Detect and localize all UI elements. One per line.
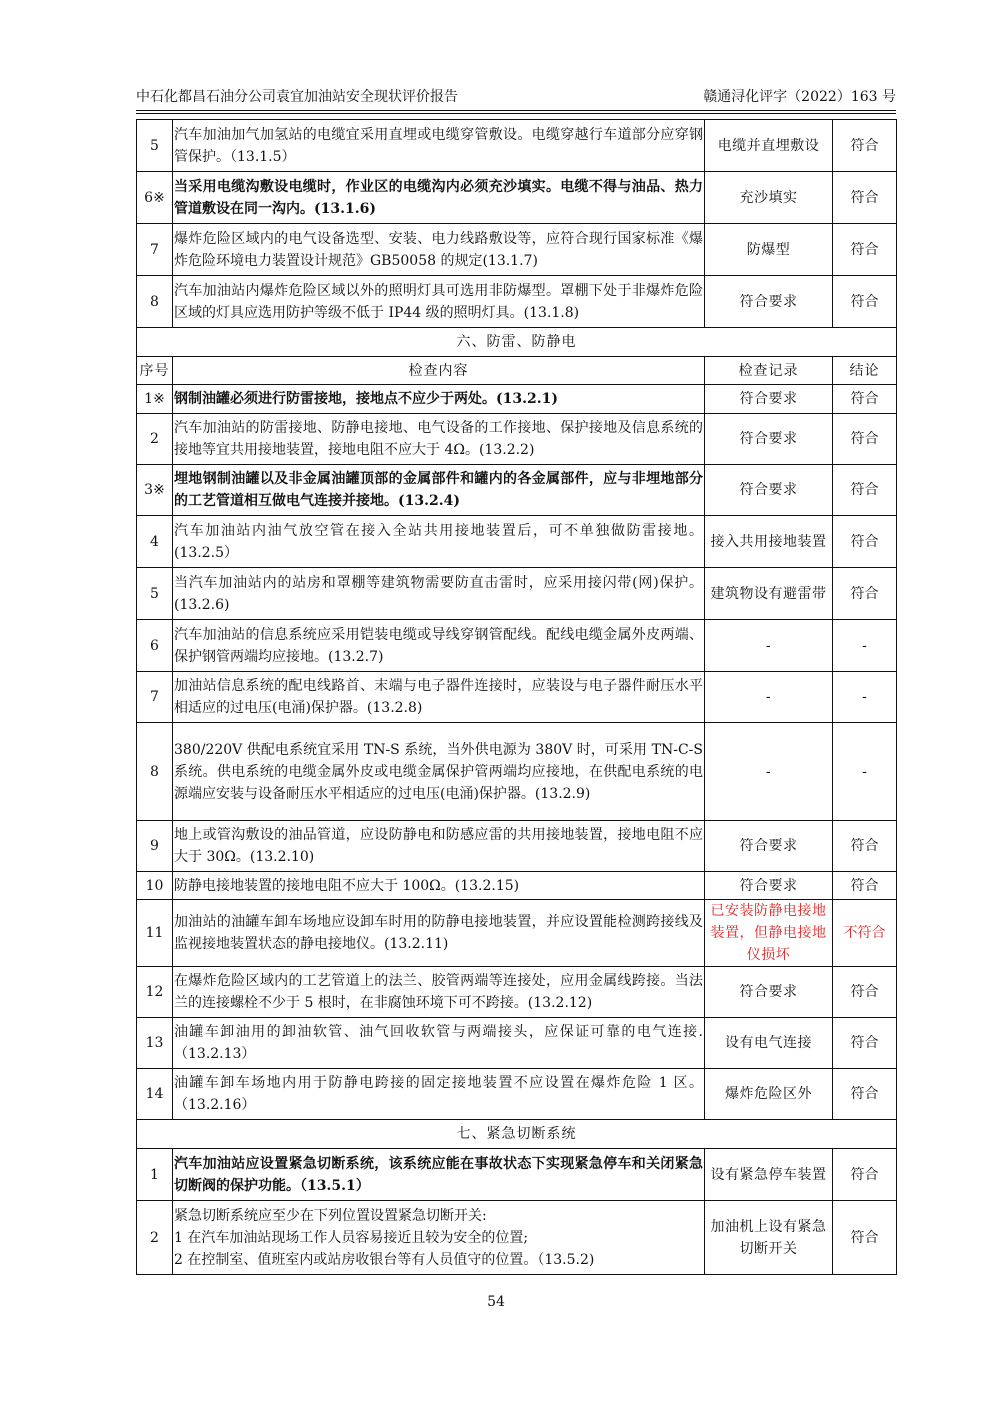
check-content: 汽车加油站的信息系统应采用铠装电缆或导线穿钢管配线。配线电缆金属外皮两端、保护钢管两端均应接地。(13.2.7) [173,620,705,672]
row-number: 9 [137,821,173,872]
check-content: 油罐车卸油用的卸油软管、油气回收软管与两端接头，应保证可靠的电气连接.（13.2.13） [173,1018,705,1069]
row-number: 1※ [137,385,173,414]
check-content: 汽车加油站应设置紧急切断系统，该系统应能在事故状态下实现紧急停车和关闭紧急切断阀的保护功能。（13.5.1） [173,1149,705,1201]
page-number: 54 [487,1294,505,1310]
table-row [137,516,897,568]
check-result: 符合 [833,1018,897,1069]
table-row [137,723,897,821]
check-record: 设有电气连接 [705,1018,833,1069]
check-result: 符合 [833,1149,897,1201]
check-record: 符合要求 [705,414,833,465]
table-row [137,672,897,723]
inspection-table [136,119,897,1275]
table-row [137,1018,897,1069]
check-record: 符合要求 [705,385,833,414]
check-result: - [833,723,897,821]
row-number: 13 [137,1018,173,1069]
section-title: 七、紧急切断系统 [137,1120,897,1149]
row-number: 7 [137,224,173,276]
check-result: 符合 [833,172,897,224]
check-result: 符合 [833,568,897,620]
column-header-row [137,357,897,385]
column-header-content: 检查内容 [173,357,705,385]
table-row [137,1069,897,1120]
check-content: 在爆炸危险区域内的工艺管道上的法兰、胶管两端等连接处，应用金属线跨接。当法兰的连接螺栓不少于 5 根时，在非腐蚀环境下可不跨接。(13.2.12) [173,967,705,1018]
row-number: 3※ [137,465,173,516]
row-number: 6※ [137,172,173,224]
row-number: 11 [137,900,173,967]
check-content: 防静电接地装置的接地电阻不应大于 100Ω。(13.2.15) [173,872,705,900]
check-content: 汽车加油站内爆炸危险区域以外的照明灯具可选用非防爆型。罩棚下处于非爆炸危险区域的灯具应选用防护等级不低于 IP44 级的照明灯具。(13.1.8) [173,276,705,328]
table-row [137,1201,897,1275]
check-content: 380/220V 供配电系统宜采用 TN-S 系统，当外供电源为 380V 时，可采用 TN-C-S 系统。供电系统的电缆金属外皮或电缆金属保护管两端均应接地，在供配电系统的电源端应安装与设备耐压水平相适应的过电压(电涌)保护器。(13.2.9) [173,723,705,821]
table-row [137,172,897,224]
table-row [137,465,897,516]
row-number: 12 [137,967,173,1018]
check-record: 爆炸危险区外 [705,1069,833,1120]
check-record: 已安装防静电接地装置，但静电接地仪损坏 [705,900,833,967]
check-content: 加油站信息系统的配电线路首、末端与电子器件连接时，应装设与电子器件耐压水平相适应的过电压(电涌)保护器。(13.2.8) [173,672,705,723]
column-header-no: 序号 [137,357,173,385]
check-result: 符合 [833,120,897,172]
check-content: 汽车加油站的防雷接地、防静电接地、电气设备的工作接地、保护接地及信息系统的接地等宜共用接地装置，接地电阻不应大于 4Ω。(13.2.2) [173,414,705,465]
table-row [137,276,897,328]
check-result: 符合 [833,276,897,328]
check-result: 符合 [833,465,897,516]
check-result: 符合 [833,821,897,872]
row-number: 2 [137,414,173,465]
check-content: 爆炸危险区域内的电气设备选型、安装、电力线路敷设等，应符合现行国家标准《爆炸危险环境电力装置设计规范》GB50058 的规定(13.1.7) [173,224,705,276]
check-result: 符合 [833,224,897,276]
report-number: 赣通浔化评字（2022）163 号 [703,89,896,105]
row-number: 8 [137,723,173,821]
table-row [137,385,897,414]
check-record: 接入共用接地装置 [705,516,833,568]
table-row [137,224,897,276]
table-row [137,414,897,465]
row-number: 2 [137,1201,173,1275]
column-header-record: 检查记录 [705,357,833,385]
check-result: 不符合 [833,900,897,967]
table-row [137,1149,897,1201]
check-result: 符合 [833,516,897,568]
check-record: 符合要求 [705,872,833,900]
row-number: 6 [137,620,173,672]
table-row [137,821,897,872]
row-number: 14 [137,1069,173,1120]
check-content: 紧急切断系统应至少在下列位置设置紧急切断开关: 1 在汽车加油站现场工作人员容易接近且较为安全的位置; 2 在控制室、值班室内或站房收银台等有人员值守的位置。（13.5.2) [173,1201,705,1275]
row-number: 7 [137,672,173,723]
row-number: 5 [137,568,173,620]
check-content: 当采用电缆沟敷设电缆时，作业区的电缆沟内必须充沙填实。电缆不得与油品、热力管道敷设在同一沟内。(13.1.6) [173,172,705,224]
check-content: 汽车加油加气加氢站的电缆宜采用直埋或电缆穿管敷设。电缆穿越行车道部分应穿钢管保护。（13.1.5） [173,120,705,172]
check-content: 钢制油罐必须进行防雷接地，接地点不应少于两处。(13.2.1) [173,385,705,414]
table-row [137,872,897,900]
check-record: 加油机上设有紧急切断开关 [705,1201,833,1275]
table-row [137,620,897,672]
table-row [137,900,897,967]
check-content: 地上或管沟敷设的油品管道，应设防静电和防感应雷的共用接地装置，接地电阻不应大于 30Ω。(13.2.10) [173,821,705,872]
check-record: 设有紧急停车装置 [705,1149,833,1201]
check-content: 油罐车卸车场地内用于防静电跨接的固定接地装置不应设置在爆炸危险 1 区。（13.2.16） [173,1069,705,1120]
header-rule-double [136,113,896,114]
check-result: - [833,672,897,723]
row-number: 1 [137,1149,173,1201]
section-title: 六、防雷、防静电 [137,328,897,357]
page-header [136,86,896,108]
section-header-row [137,328,897,357]
row-number: 4 [137,516,173,568]
report-title: 中石化都昌石油分公司袁宜加油站安全现状评价报告 [136,89,458,105]
check-record: 符合要求 [705,465,833,516]
check-result: 符合 [833,1069,897,1120]
check-result: - [833,620,897,672]
row-number: 8 [137,276,173,328]
check-result: 符合 [833,1201,897,1275]
check-record: 建筑物设有避雷带 [705,568,833,620]
check-record: 电缆并直埋敷设 [705,120,833,172]
check-record: 防爆型 [705,224,833,276]
check-record: 符合要求 [705,821,833,872]
check-content: 埋地钢制油罐以及非金属油罐顶部的金属部件和罐内的各金属部件，应与非埋地部分的工艺管道相互做电气连接并接地。(13.2.4) [173,465,705,516]
check-record: - [705,620,833,672]
check-content: 汽车加油站内油气放空管在接入全站共用接地装置后，可不单独做防雷接地。(13.2.5） [173,516,705,568]
check-result: 符合 [833,872,897,900]
check-content: 加油站的油罐车卸车场地应设卸车时用的防静电接地装置，并应设置能检测跨接线及监视接地装置状态的静电接地仪。(13.2.11) [173,900,705,967]
section-header-row [137,1120,897,1149]
check-content: 当汽车加油站内的站房和罩棚等建筑物需要防直击雷时，应采用接闪带(网)保护。(13.2.6) [173,568,705,620]
table-row [137,967,897,1018]
header-rule [136,110,896,111]
check-record: 符合要求 [705,967,833,1018]
check-result: 符合 [833,385,897,414]
check-record: - [705,672,833,723]
check-result: 符合 [833,967,897,1018]
check-result: 符合 [833,414,897,465]
check-record: - [705,723,833,821]
table-row [137,568,897,620]
check-record: 符合要求 [705,276,833,328]
row-number: 10 [137,872,173,900]
row-number: 5 [137,120,173,172]
table-row [137,120,897,172]
check-record: 充沙填实 [705,172,833,224]
column-header-result: 结论 [833,357,897,385]
